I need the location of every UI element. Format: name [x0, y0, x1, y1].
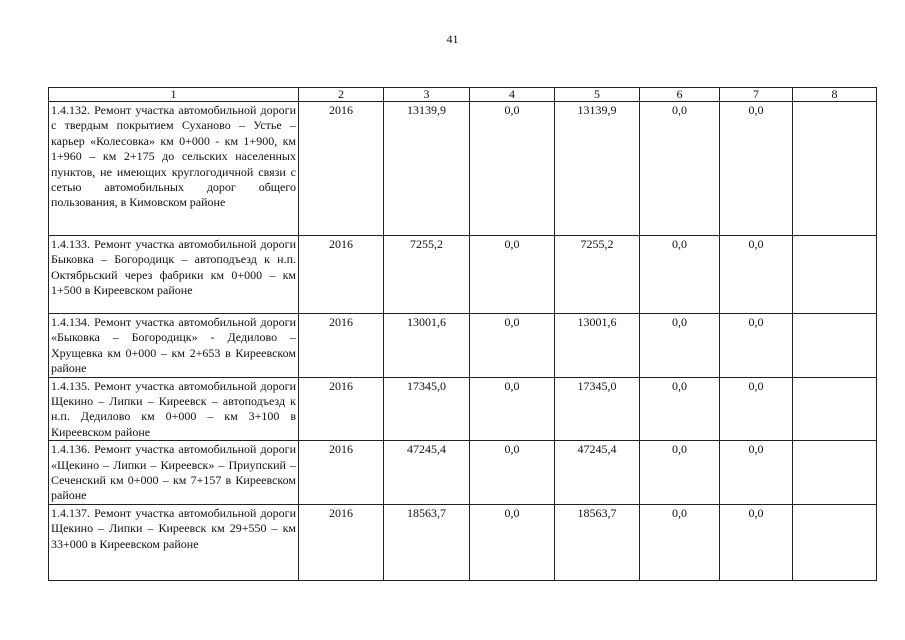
value-cell-3: 13139,9 — [384, 102, 470, 236]
value-cell-8 — [793, 314, 877, 378]
value-cell-7: 0,0 — [720, 102, 793, 236]
table-row — [49, 504, 877, 580]
value-cell-3: 47245,4 — [384, 441, 470, 505]
value-cell-3: 13001,6 — [384, 314, 470, 378]
header-cell: 8 — [793, 88, 877, 102]
year-cell: 2016 — [299, 441, 384, 505]
header-cell: 6 — [640, 88, 720, 102]
table-row — [49, 314, 877, 378]
description-cell: 1.4.134. Ремонт участка автомобильной дороги «Быковка – Богородицк» - Дедилово – Хрущевка км 0+000 – км 2+653 в Киреевском районе — [49, 314, 299, 378]
table-row — [49, 102, 877, 236]
year-cell: 2016 — [299, 102, 384, 236]
description-cell: 1.4.136. Ремонт участка автомобильной дороги «Щекино – Липки – Киреевск» – Приупский – Сеченский км 0+000 – км 7+157 в Киреевском районе — [49, 441, 299, 505]
value-cell-4: 0,0 — [470, 504, 555, 580]
value-cell-7: 0,0 — [720, 236, 793, 314]
description-cell: 1.4.135. Ремонт участка автомобильной дороги Щекино – Липки – Киреевск – автоподъезд к н.п. Дедилово км 0+000 – км 3+100 в Киреевском районе — [49, 377, 299, 441]
description-cell: 1.4.137. Ремонт участка автомобильной дороги Щекино – Липки – Киреевск км 29+550 – км 33+000 в Киреевском районе — [49, 504, 299, 580]
value-cell-6: 0,0 — [640, 314, 720, 378]
table-row — [49, 377, 877, 441]
header-cell: 3 — [384, 88, 470, 102]
value-cell-6: 0,0 — [640, 504, 720, 580]
value-cell-8 — [793, 236, 877, 314]
value-cell-6: 0,0 — [640, 377, 720, 441]
value-cell-7: 0,0 — [720, 504, 793, 580]
year-cell: 2016 — [299, 377, 384, 441]
value-cell-4: 0,0 — [470, 377, 555, 441]
value-cell-7: 0,0 — [720, 377, 793, 441]
value-cell-7: 0,0 — [720, 314, 793, 378]
value-cell-5: 17345,0 — [555, 377, 640, 441]
value-cell-4: 0,0 — [470, 102, 555, 236]
header-cell: 4 — [470, 88, 555, 102]
table-row — [49, 236, 877, 314]
header-cell: 7 — [720, 88, 793, 102]
program-table — [48, 87, 877, 581]
value-cell-4: 0,0 — [470, 236, 555, 314]
year-cell: 2016 — [299, 504, 384, 580]
value-cell-3: 17345,0 — [384, 377, 470, 441]
value-cell-5: 13001,6 — [555, 314, 640, 378]
value-cell-8 — [793, 377, 877, 441]
year-cell: 2016 — [299, 236, 384, 314]
value-cell-5: 18563,7 — [555, 504, 640, 580]
header-row — [49, 88, 877, 102]
table-row — [49, 441, 877, 505]
value-cell-7: 0,0 — [720, 441, 793, 505]
header-cell: 1 — [49, 88, 299, 102]
value-cell-8 — [793, 504, 877, 580]
value-cell-8 — [793, 102, 877, 236]
value-cell-6: 0,0 — [640, 236, 720, 314]
value-cell-5: 13139,9 — [555, 102, 640, 236]
value-cell-3: 7255,2 — [384, 236, 470, 314]
value-cell-5: 47245,4 — [555, 441, 640, 505]
description-cell: 1.4.133. Ремонт участка автомобильной дороги Быковка – Богородицк – автоподъезд к н.п. Октябрьский через фабрики км 0+000 – км 1+500 в Киреевском районе — [49, 236, 299, 314]
value-cell-5: 7255,2 — [555, 236, 640, 314]
value-cell-6: 0,0 — [640, 441, 720, 505]
value-cell-6: 0,0 — [640, 102, 720, 236]
description-cell: 1.4.132. Ремонт участка автомобильной дороги с твердым покрытием Суханово – Устье – карьер «Колесовка» км 0+000 - км 1+900, км 1+960 – км 2+175 до сельских населенных пунктов, не имеющих круглогодичной связи с сетью автомобильных дорог общего пользования, в Кимовском районе — [49, 102, 299, 236]
value-cell-8 — [793, 441, 877, 505]
header-cell: 5 — [555, 88, 640, 102]
header-cell: 2 — [299, 88, 384, 102]
page-number: 41 — [446, 32, 459, 46]
value-cell-3: 18563,7 — [384, 504, 470, 580]
value-cell-4: 0,0 — [470, 441, 555, 505]
year-cell: 2016 — [299, 314, 384, 378]
value-cell-4: 0,0 — [470, 314, 555, 378]
